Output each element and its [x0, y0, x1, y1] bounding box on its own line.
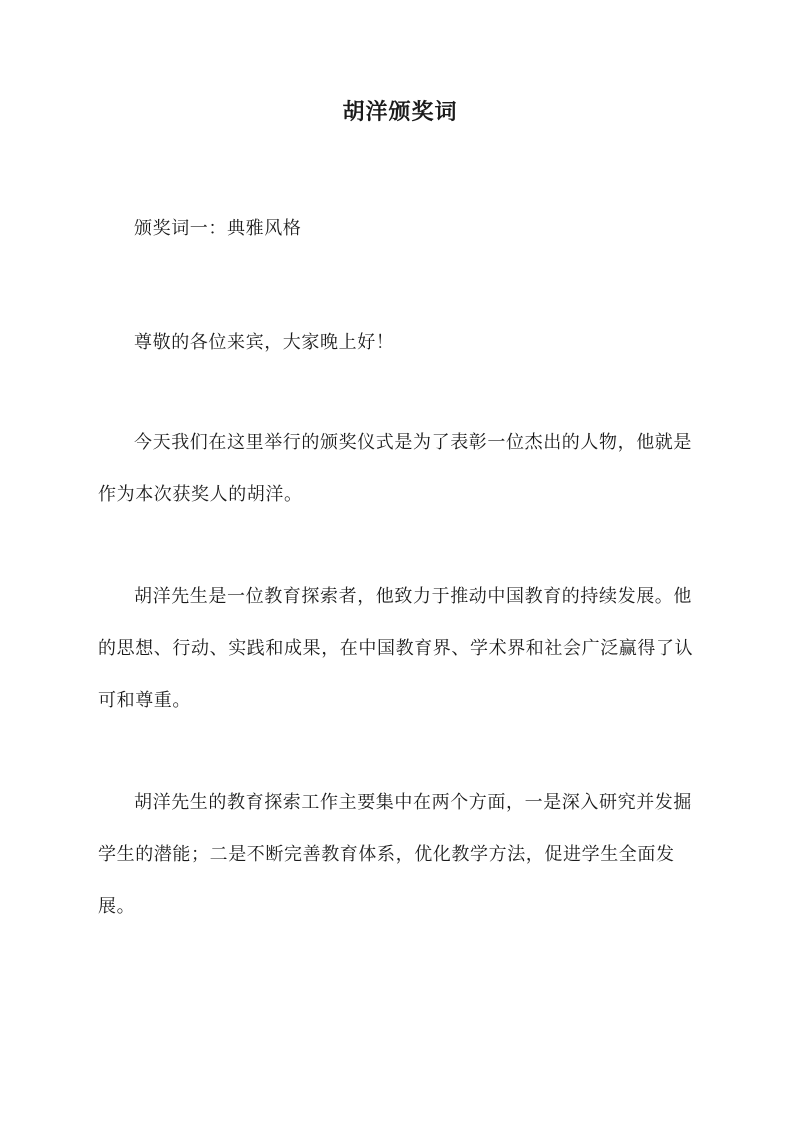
- paragraph-style-heading: 颁奖词一：典雅风格: [134, 218, 302, 239]
- paragraph-achievements: 胡洋先生是一位教育探索者，他致力于推动中国教育的持续发展。他的思想、行动、实践和成果，在中国教育界、学术界和社会广泛赢得了认可和尊重。: [98, 586, 694, 711]
- paragraph-greeting: 尊敬的各位来宾，大家晚上好！: [134, 332, 395, 353]
- paragraph-introduction: 今天我们在这里举行的颁奖仪式是为了表彰一位杰出的人物，他就是作为本次获奖人的胡洋。: [98, 432, 692, 505]
- paragraph-work-focus: 胡洋先生的教育探索工作主要集中在两个方面，一是深入研究并发掘学生的潜能；二是不断完善教育体系，优化教学方法，促进学生全面发展。: [98, 792, 692, 917]
- document-title: 胡洋颁奖词: [342, 99, 458, 125]
